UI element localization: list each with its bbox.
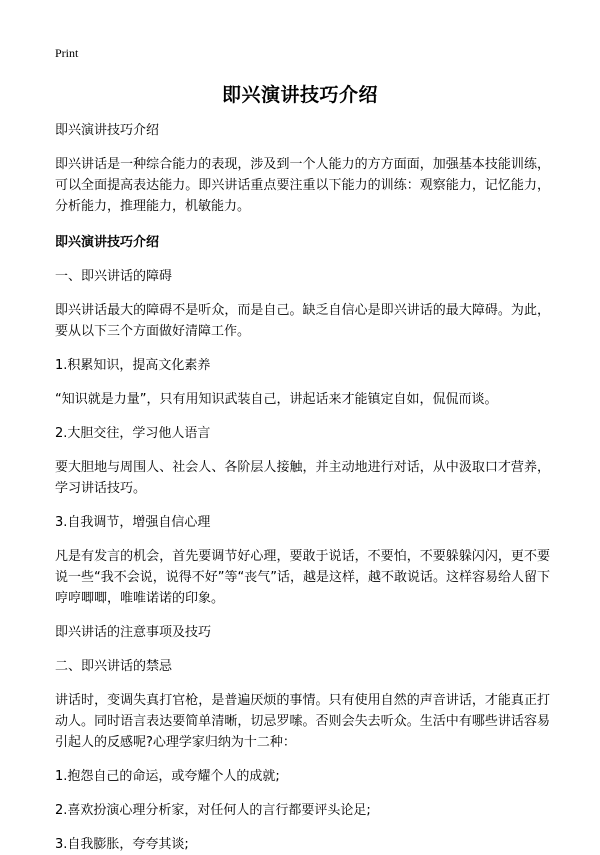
list-item-heading: 2.大胆交往，学习他人语言 [55, 426, 211, 441]
article-body [55, 120, 550, 855]
subtitle-paragraph: 即兴演讲技巧介绍 [55, 123, 160, 138]
list-item-paragraph: 要大胆地与周围人、社会人、各阶层人接触，并主动地进行对话，从中汲取口才营养，学习讲话技巧。 [55, 460, 550, 496]
list-item-heading: 1.积累知识，提高文化素养 [55, 358, 211, 373]
section-heading-tips: 即兴讲话的注意事项及技巧 [55, 625, 212, 640]
list-item-paragraph: “知识就是力量”，只有用知识武装自己，讲起话来才能镇定自如，侃侃而谈。 [55, 392, 498, 407]
section-heading: 即兴演讲技巧介绍 [55, 235, 160, 250]
list-item: 1.抱怨自己的命运，或夸耀个人的成就; [55, 769, 280, 784]
list-item-heading: 3.自我调节，增强自信心理 [55, 515, 211, 530]
intro-paragraph: 即兴讲话是一种综合能力的表现，涉及到一个人能力的方方面面，加强基本技能训练，可以全面提高表达能力。即兴讲话重点要注重以下能力的训练：观察能力，记忆能力，分析能力，推理能力，机敏能力。 [55, 157, 550, 214]
page-title: 即兴演讲技巧介绍 [221, 84, 378, 106]
list-item: 3.自我膨胀，夸夸其谈; [55, 837, 189, 852]
section-heading-taboos: 二、即兴讲话的禁忌 [55, 659, 173, 674]
obstacles-paragraph: 即兴讲话最大的障碍不是听众，而是自己。缺乏自信心是即兴讲话的最大障碍。为此，要从以下三个方面做好清障工作。 [55, 303, 550, 339]
section-heading-obstacles: 一、即兴讲话的障碍 [55, 269, 173, 284]
print-link[interactable]: Print [55, 46, 79, 60]
list-item: 2.喜欢扮演心理分析家，对任何人的言行都要评头论足; [55, 803, 371, 818]
taboos-paragraph: 讲话时，变调失真打官枪，是普遍厌烦的事情。只有使用自然的声音讲话，才能真正打动人。同时语言表达要简单清晰，切忌罗嗦。否则会失去听众。生活中有哪些讲话容易引起人的反感呢?心理学家归纳为十二种： [55, 693, 550, 750]
list-item-paragraph: 凡是有发言的机会，首先要调节好心理，要敢于说话，不要怕，不要躲躲闪闪，更不要说一些“我不会说，说得不好”等“丧气”话，越是这样，越不敢说话。这样容易给人留下哼哼唧唧，唯唯诺诺的印象。 [55, 549, 550, 606]
